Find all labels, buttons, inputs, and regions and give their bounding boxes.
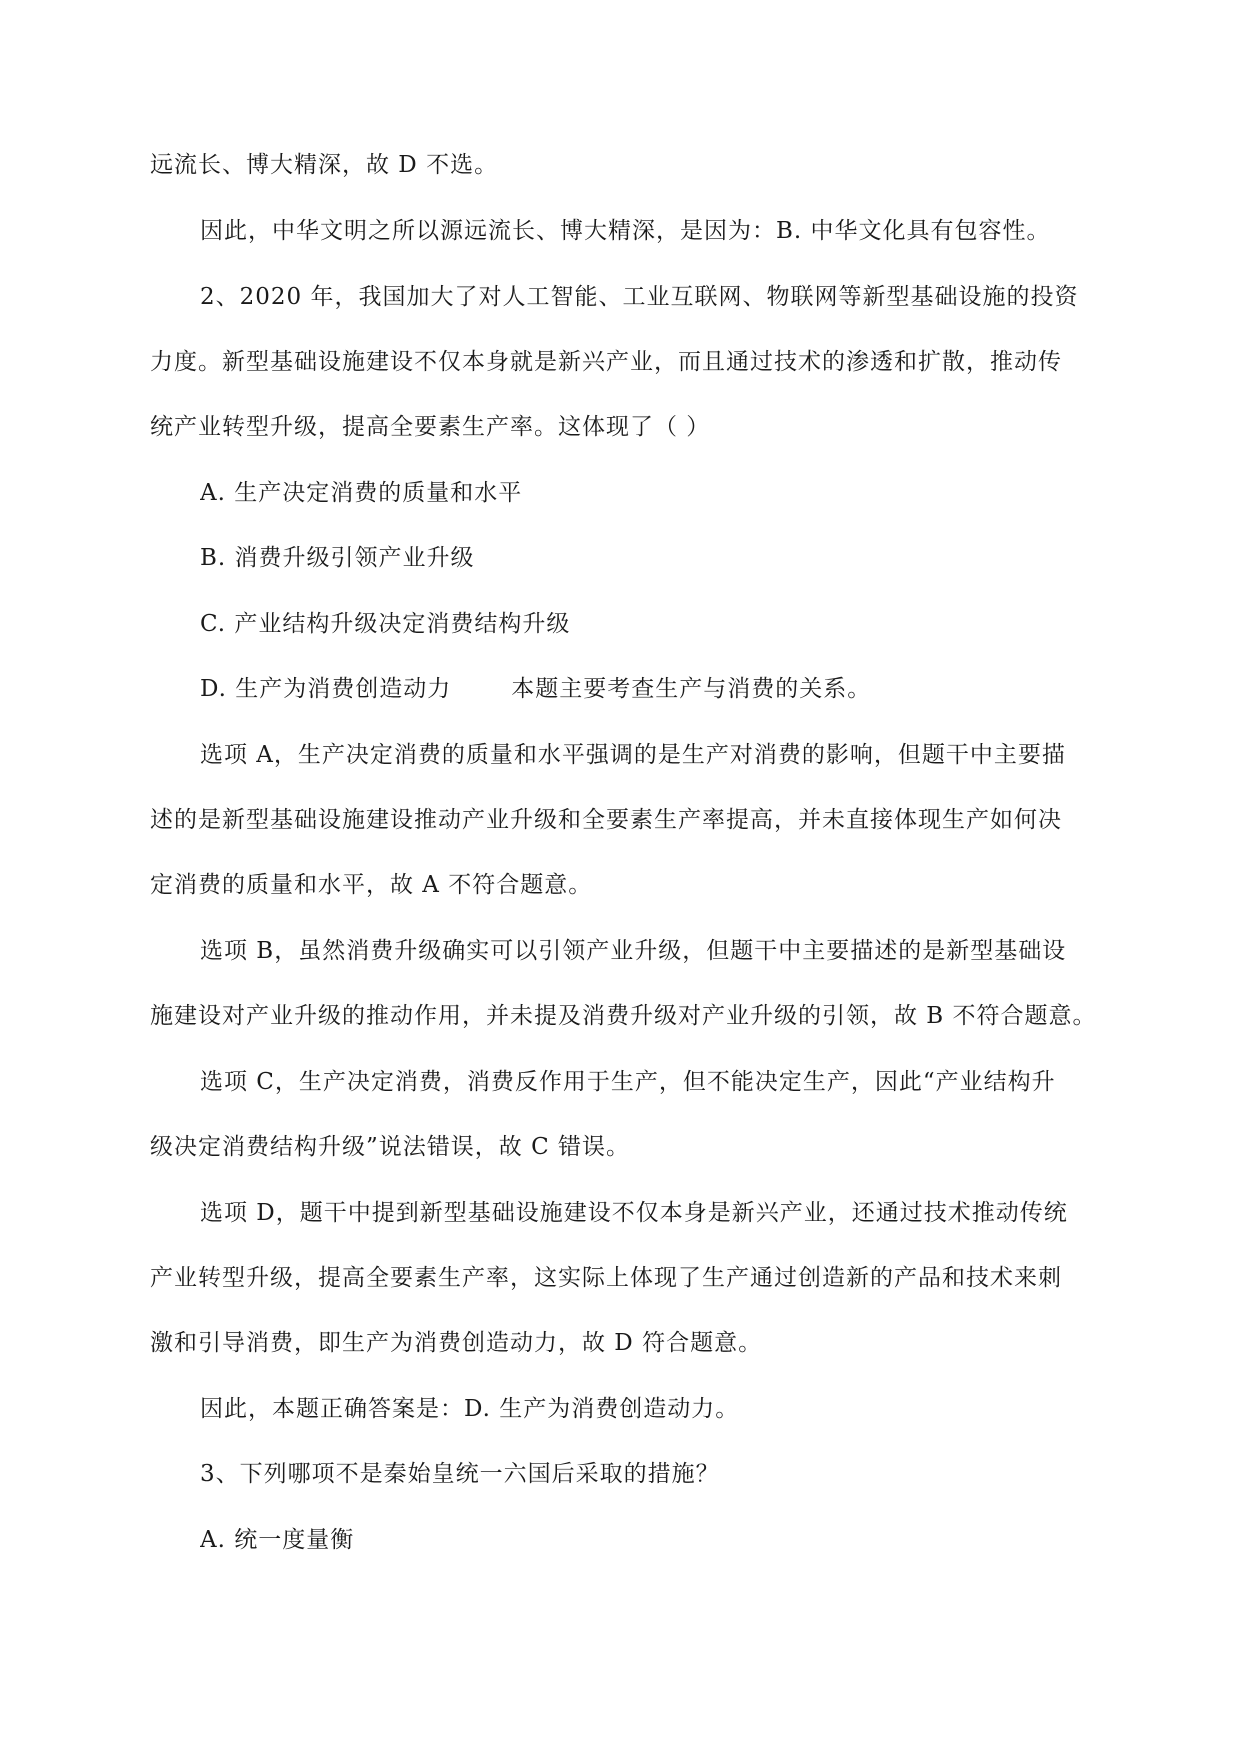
text-line: 力度。新型基础设施建设不仅本身就是新兴产业，而且通过技术的渗透和扩散，推动传 bbox=[150, 349, 1062, 375]
text-line: 级决定消费结构升级”说法错误，故 C 错误。 bbox=[150, 1134, 630, 1160]
option-d: D. 生产为消费创造动力 bbox=[200, 676, 452, 702]
option-d-line bbox=[200, 672, 1100, 706]
question-2-stem: 2、2020 年，我国加大了对人工智能、工业互联网、物联网等新型基础设施的投资 bbox=[200, 284, 1079, 310]
question-3-stem: 3、下列哪项不是秦始皇统一六国后采取的措施？ bbox=[200, 1461, 720, 1487]
text-line: 远流长、博大精深，故 D 不选。 bbox=[150, 152, 499, 178]
text-line: 产业转型升级，提高全要素生产率，这实际上体现了生产通过创造新的产品和技术来刺 bbox=[150, 1265, 1062, 1291]
option-c: C. 产业结构升级决定消费结构升级 bbox=[200, 611, 571, 637]
text-line: 选项 D，题干中提到新型基础设施建设不仅本身是新兴产业，还通过技术推动传统 bbox=[200, 1200, 1068, 1226]
text-line: 选项 C，生产决定消费，消费反作用于生产，但不能决定生产，因此“产业结构升 bbox=[200, 1069, 1056, 1095]
text-line: 定消费的质量和水平，故 A 不符合题意。 bbox=[150, 872, 593, 898]
text-line: 选项 A，生产决定消费的质量和水平强调的是生产对消费的影响，但题干中主要描 bbox=[200, 742, 1066, 768]
option-b: B. 消费升级引领产业升级 bbox=[200, 545, 475, 571]
text-line: 统产业转型升级，提高全要素生产率。这体现了（ ） bbox=[150, 414, 711, 440]
text-line: 因此，中华文明之所以源远流长、博大精深，是因为：B. 中华文化具有包容性。 bbox=[200, 218, 1051, 244]
option-a: A. 生产决定消费的质量和水平 bbox=[200, 480, 523, 506]
text-line: 施建设对产业升级的推动作用，并未提及消费升级对产业升级的引领，故 B 不符合题意。 bbox=[150, 1003, 1097, 1029]
text-line: 述的是新型基础设施建设推动产业升级和全要素生产率提高，并未直接体现生产如何决 bbox=[150, 807, 1062, 833]
answer-line: 因此，本题正确答案是：D. 生产为消费创造动力。 bbox=[200, 1396, 740, 1422]
analysis-intro: 本题主要考查生产与消费的关系。 bbox=[511, 676, 872, 702]
option-a: A. 统一度量衡 bbox=[200, 1527, 355, 1553]
text-line: 激和引导消费，即生产为消费创造动力，故 D 符合题意。 bbox=[150, 1330, 763, 1356]
text-line: 选项 B，虽然消费升级确实可以引领产业升级，但题干中主要描述的是新型基础设 bbox=[200, 938, 1067, 964]
